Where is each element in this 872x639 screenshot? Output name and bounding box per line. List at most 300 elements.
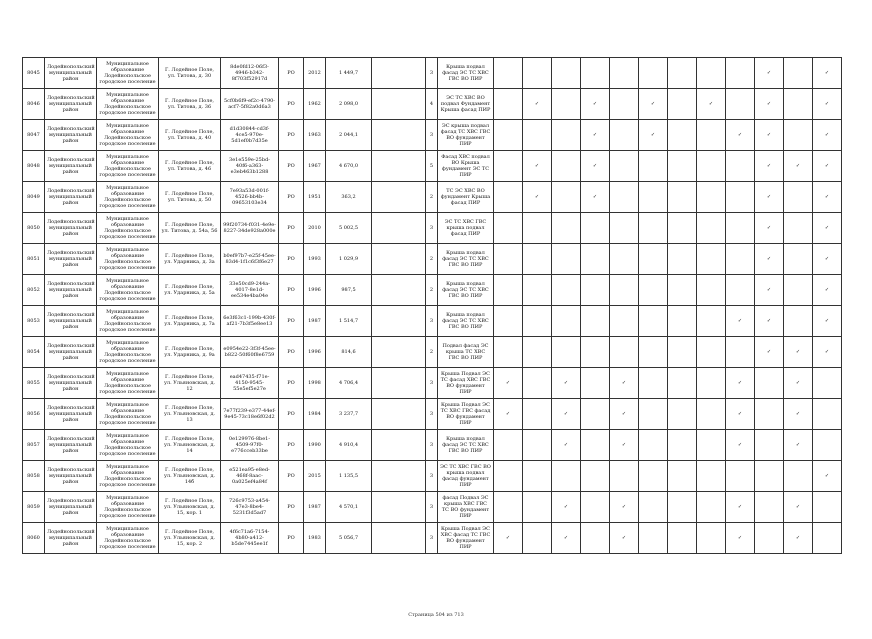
empty-work-cell xyxy=(697,213,726,244)
method-cell: РО xyxy=(279,337,304,368)
area-cell: 1 029,9 xyxy=(326,244,372,275)
floors-cell: 3 xyxy=(426,58,438,89)
area-cell: 814,6 xyxy=(326,337,372,368)
empty-work-cell xyxy=(784,275,813,306)
empty-work-cell xyxy=(639,461,668,492)
empty-work-cell xyxy=(581,213,610,244)
checkmark-icon: ✓ xyxy=(610,492,639,523)
settlement-cell: Муниципальное образование Лодейнопольское городское поселение xyxy=(97,306,159,337)
area-cell: 4 570,1 xyxy=(326,492,372,523)
table-row xyxy=(23,120,842,151)
year-cell: 2012 xyxy=(304,58,326,89)
empty-work-cell xyxy=(581,275,610,306)
checkmark-icon: ✓ xyxy=(755,89,784,120)
row-number: 8048 xyxy=(23,151,45,182)
checkmark-icon: ✓ xyxy=(494,523,523,554)
empty-work-cell xyxy=(697,120,726,151)
address-cell: Г. Лодейное Поле, ул. Ульяновская, д. 14 xyxy=(159,430,221,461)
empty-work-cell xyxy=(494,244,523,275)
checkmark-icon: ✓ xyxy=(494,368,523,399)
table-row xyxy=(23,89,842,120)
district-cell: Лодейнопольский муниципальный район xyxy=(45,244,97,275)
blank-cell xyxy=(372,492,426,523)
empty-work-cell xyxy=(523,492,552,523)
checkmark-icon: ✓ xyxy=(755,213,784,244)
settlement-cell: Муниципальное образование Лодейнопольское городское поселение xyxy=(97,58,159,89)
blank-cell xyxy=(372,151,426,182)
empty-work-cell xyxy=(668,213,697,244)
settlement-cell: Муниципальное образование Лодейнопольское городское поселение xyxy=(97,182,159,213)
table-row xyxy=(23,306,842,337)
works-cell: ЭС ТС ХВС ГВС ВО крыша подвал фасад фундамент ПИР xyxy=(438,461,494,492)
method-cell: РО xyxy=(279,151,304,182)
checkmark-icon: ✓ xyxy=(581,182,610,213)
address-cell: Г. Лодейное Поле, ул. Ударника, д. 7а xyxy=(159,306,221,337)
empty-work-cell xyxy=(494,275,523,306)
empty-work-cell xyxy=(726,461,755,492)
empty-work-cell xyxy=(697,337,726,368)
district-cell: Лодейнопольский муниципальный район xyxy=(45,461,97,492)
empty-work-cell xyxy=(697,182,726,213)
area-cell: 1 514,7 xyxy=(326,306,372,337)
blank-cell xyxy=(372,430,426,461)
district-cell: Лодейнопольский муниципальный район xyxy=(45,213,97,244)
checkmark-icon: ✓ xyxy=(697,89,726,120)
table-body xyxy=(23,58,842,554)
empty-work-cell xyxy=(639,523,668,554)
area-cell: 4 910,4 xyxy=(326,430,372,461)
checkmark-icon: ✓ xyxy=(552,368,581,399)
checkmark-icon: ✓ xyxy=(726,492,755,523)
checkmark-icon: ✓ xyxy=(610,368,639,399)
checkmark-icon: ✓ xyxy=(813,151,842,182)
year-cell: 1993 xyxy=(304,244,326,275)
empty-work-cell xyxy=(639,182,668,213)
checkmark-icon: ✓ xyxy=(813,244,842,275)
method-cell: РО xyxy=(279,461,304,492)
empty-work-cell xyxy=(639,399,668,430)
settlement-cell: Муниципальное образование Лодейнопольское городское поселение xyxy=(97,151,159,182)
guid-cell: 7e93a53d-001f-4526-bb4b-09653103e34 xyxy=(221,182,279,213)
empty-work-cell xyxy=(668,461,697,492)
year-cell: 2010 xyxy=(304,213,326,244)
empty-work-cell xyxy=(726,244,755,275)
empty-work-cell xyxy=(581,492,610,523)
empty-work-cell xyxy=(697,461,726,492)
empty-work-cell xyxy=(523,368,552,399)
floors-cell: 3 xyxy=(426,368,438,399)
row-number: 8046 xyxy=(23,89,45,120)
blank-cell xyxy=(372,275,426,306)
works-cell: Крыша подвал фасад ЭС ТС ХВС ГВС ВО ПИР xyxy=(438,306,494,337)
checkmark-icon: ✓ xyxy=(755,337,784,368)
empty-work-cell xyxy=(581,430,610,461)
empty-work-cell xyxy=(668,120,697,151)
guid-cell: 99f20734-f031-4e9e-8227-34de928a000e xyxy=(221,213,279,244)
empty-work-cell xyxy=(610,275,639,306)
checkmark-icon: ✓ xyxy=(813,120,842,151)
checkmark-icon: ✓ xyxy=(552,430,581,461)
empty-work-cell xyxy=(552,58,581,89)
empty-work-cell xyxy=(697,368,726,399)
empty-work-cell xyxy=(668,182,697,213)
empty-work-cell xyxy=(726,337,755,368)
empty-work-cell xyxy=(552,461,581,492)
empty-work-cell xyxy=(668,368,697,399)
settlement-cell: Муниципальное образование Лодейнопольское городское поселение xyxy=(97,120,159,151)
empty-work-cell xyxy=(697,399,726,430)
checkmark-icon: ✓ xyxy=(726,306,755,337)
guid-cell: e521ea95-e8ed-468f-8aac-0a025ef4a84f xyxy=(221,461,279,492)
empty-work-cell xyxy=(639,492,668,523)
checkmark-icon: ✓ xyxy=(639,120,668,151)
floors-cell: 3 xyxy=(426,492,438,523)
blank-cell xyxy=(372,120,426,151)
empty-work-cell xyxy=(581,244,610,275)
year-cell: 1967 xyxy=(304,151,326,182)
district-cell: Лодейнопольский муниципальный район xyxy=(45,523,97,554)
empty-work-cell xyxy=(523,244,552,275)
empty-work-cell xyxy=(494,58,523,89)
settlement-cell: Муниципальное образование Лодейнопольское городское поселение xyxy=(97,213,159,244)
blank-cell xyxy=(372,182,426,213)
empty-work-cell xyxy=(639,151,668,182)
empty-work-cell xyxy=(784,306,813,337)
empty-work-cell xyxy=(494,306,523,337)
checkmark-icon: ✓ xyxy=(581,151,610,182)
year-cell: 1951 xyxy=(304,182,326,213)
empty-work-cell xyxy=(668,337,697,368)
checkmark-icon: ✓ xyxy=(784,399,813,430)
checkmark-icon: ✓ xyxy=(784,368,813,399)
checkmark-icon: ✓ xyxy=(813,306,842,337)
empty-work-cell xyxy=(639,213,668,244)
checkmark-icon: ✓ xyxy=(784,430,813,461)
empty-work-cell xyxy=(697,492,726,523)
empty-work-cell xyxy=(494,151,523,182)
checkmark-icon: ✓ xyxy=(552,492,581,523)
guid-cell: 33e50cd9-244a-4017-8e1d-ee534e4ba04e xyxy=(221,275,279,306)
empty-work-cell xyxy=(784,244,813,275)
empty-work-cell xyxy=(523,58,552,89)
checkmark-icon: ✓ xyxy=(755,58,784,89)
empty-work-cell xyxy=(552,306,581,337)
floors-cell: 2 xyxy=(426,244,438,275)
blank-cell xyxy=(372,58,426,89)
address-cell: Г. Лодейное Поле, ул. Ульяновская, д. 15, кор. 1 xyxy=(159,492,221,523)
checkmark-icon: ✓ xyxy=(813,275,842,306)
works-cell: Крыша Подвал ЭС ТС ХВС ГВС фасад ВО фундамент ПИР xyxy=(438,399,494,430)
empty-work-cell xyxy=(784,461,813,492)
works-cell: Крыша подвал фасад ЭС ТС ХВС ГВС ВО ПИР xyxy=(438,430,494,461)
floors-cell: 2 xyxy=(426,275,438,306)
empty-work-cell xyxy=(639,306,668,337)
checkmark-icon: ✓ xyxy=(523,151,552,182)
empty-work-cell xyxy=(813,492,842,523)
blank-cell xyxy=(372,399,426,430)
blank-cell xyxy=(372,213,426,244)
row-number: 8055 xyxy=(23,368,45,399)
empty-work-cell xyxy=(494,213,523,244)
checkmark-icon: ✓ xyxy=(581,120,610,151)
empty-work-cell xyxy=(581,368,610,399)
empty-work-cell xyxy=(668,306,697,337)
empty-work-cell xyxy=(784,213,813,244)
checkmark-icon: ✓ xyxy=(726,430,755,461)
empty-work-cell xyxy=(552,213,581,244)
empty-work-cell xyxy=(581,306,610,337)
empty-work-cell xyxy=(726,89,755,120)
guid-cell: 0e129976-8be1-4509-97f0-e776cceb33be xyxy=(221,430,279,461)
year-cell: 1996 xyxy=(304,275,326,306)
year-cell: 1998 xyxy=(304,368,326,399)
checkmark-icon: ✓ xyxy=(639,89,668,120)
method-cell: РО xyxy=(279,89,304,120)
empty-work-cell xyxy=(697,306,726,337)
floors-cell: 3 xyxy=(426,120,438,151)
blank-cell xyxy=(372,244,426,275)
empty-work-cell xyxy=(668,523,697,554)
table-row xyxy=(23,337,842,368)
floors-cell: 3 xyxy=(426,399,438,430)
empty-work-cell xyxy=(494,182,523,213)
blank-cell xyxy=(372,461,426,492)
address-cell: Г. Лодейное Поле, ул. Ударника, д. 3а xyxy=(159,244,221,275)
empty-work-cell xyxy=(697,244,726,275)
empty-work-cell xyxy=(494,120,523,151)
guid-cell: 7e77f239-e377-44ef-9e45-73c18e6f02d2 xyxy=(221,399,279,430)
empty-work-cell xyxy=(755,399,784,430)
empty-work-cell xyxy=(755,492,784,523)
empty-work-cell xyxy=(813,368,842,399)
guid-cell: 3e1e559e-25bd-40f6-a363-e3eb463b1288 xyxy=(221,151,279,182)
works-cell: Подвал фасад ЭС крыша ТС ХВС ГВС ВО ПИР xyxy=(438,337,494,368)
table-row xyxy=(23,461,842,492)
method-cell: РО xyxy=(279,120,304,151)
address-cell: Г. Лодейное Поле, ул. Титова, д. 46 xyxy=(159,151,221,182)
row-number: 8054 xyxy=(23,337,45,368)
empty-work-cell xyxy=(494,461,523,492)
settlement-cell: Муниципальное образование Лодейнопольское городское поселение xyxy=(97,244,159,275)
empty-work-cell xyxy=(523,337,552,368)
empty-work-cell xyxy=(784,120,813,151)
settlement-cell: Муниципальное образование Лодейнопольское городское поселение xyxy=(97,89,159,120)
checkmark-icon: ✓ xyxy=(726,368,755,399)
table-row xyxy=(23,523,842,554)
district-cell: Лодейнопольский муниципальный район xyxy=(45,368,97,399)
method-cell: РО xyxy=(279,244,304,275)
method-cell: РО xyxy=(279,306,304,337)
settlement-cell: Муниципальное образование Лодейнопольское городское поселение xyxy=(97,461,159,492)
table-row xyxy=(23,275,842,306)
works-cell: ЭС крыша подвал фасад ТС ХВС ГВС ВО фундамент ПИР xyxy=(438,120,494,151)
works-cell: Крыша подвал фасад ЭС ТС ХВС ГВС ВО ПИР xyxy=(438,275,494,306)
method-cell: РО xyxy=(279,430,304,461)
guid-cell: e0954e22-3f3f-45ee-b822-50f60f8e6759 xyxy=(221,337,279,368)
table-row xyxy=(23,58,842,89)
floors-cell: 5 xyxy=(426,151,438,182)
address-cell: Г. Лодейное Поле, ул. Титова, д. 40 xyxy=(159,120,221,151)
empty-work-cell xyxy=(552,337,581,368)
empty-work-cell xyxy=(494,337,523,368)
empty-work-cell xyxy=(610,58,639,89)
empty-work-cell xyxy=(552,244,581,275)
blank-cell xyxy=(372,89,426,120)
floors-cell: 3 xyxy=(426,306,438,337)
empty-work-cell xyxy=(755,368,784,399)
guid-cell: d1d30844-cd3f-4ce5-970e-5d1ef0b7d35e xyxy=(221,120,279,151)
blank-cell xyxy=(372,368,426,399)
floors-cell: 4 xyxy=(426,89,438,120)
empty-work-cell xyxy=(697,58,726,89)
checkmark-icon: ✓ xyxy=(813,58,842,89)
empty-work-cell xyxy=(726,275,755,306)
empty-work-cell xyxy=(610,182,639,213)
empty-work-cell xyxy=(610,306,639,337)
checkmark-icon: ✓ xyxy=(523,182,552,213)
empty-work-cell xyxy=(755,523,784,554)
address-cell: Г. Лодейное Поле, ул. Ульяновская, д. 12 xyxy=(159,368,221,399)
year-cell: 1983 xyxy=(304,523,326,554)
empty-work-cell xyxy=(523,275,552,306)
blank-cell xyxy=(372,337,426,368)
works-cell: Фасад ХВС подвал ВО Крыша фундамент ЭС ТС ПИР xyxy=(438,151,494,182)
guid-cell: 726c9753-a454-47e3-8be4-5231f3d5ad7 xyxy=(221,492,279,523)
empty-work-cell xyxy=(784,182,813,213)
guid-cell: b0ef97b7-e25f-45ee-83d4-1f1c6f3f6e27 xyxy=(221,244,279,275)
empty-work-cell xyxy=(581,399,610,430)
table-row xyxy=(23,151,842,182)
guid-cell: 6e3f63c1-199b-430f-af21-7b3f5e8ee13 xyxy=(221,306,279,337)
checkmark-icon: ✓ xyxy=(523,89,552,120)
works-cell: Крыша Подвал ЭС ТС фасад ХВС ГВС ВО фундамент ПИР xyxy=(438,368,494,399)
works-cell: ТС ЭС ХВС ВО фундамент Крыша фасад ПИР xyxy=(438,182,494,213)
empty-work-cell xyxy=(755,430,784,461)
method-cell: РО xyxy=(279,213,304,244)
table-row xyxy=(23,213,842,244)
settlement-cell: Муниципальное образование Лодейнопольское городское поселение xyxy=(97,337,159,368)
area-cell: 4 670,0 xyxy=(326,151,372,182)
empty-work-cell xyxy=(523,461,552,492)
empty-work-cell xyxy=(668,430,697,461)
row-number: 8051 xyxy=(23,244,45,275)
works-cell: Крыша подвал фасад ЭС ТС ХВС ГВС ВО ПИР xyxy=(438,58,494,89)
checkmark-icon: ✓ xyxy=(813,182,842,213)
empty-work-cell xyxy=(668,244,697,275)
checkmark-icon: ✓ xyxy=(610,523,639,554)
blank-cell xyxy=(372,306,426,337)
empty-work-cell xyxy=(581,461,610,492)
method-cell: РО xyxy=(279,275,304,306)
housing-register-table xyxy=(22,57,842,554)
empty-work-cell xyxy=(639,58,668,89)
row-number: 8047 xyxy=(23,120,45,151)
district-cell: Лодейнопольский муниципальный район xyxy=(45,89,97,120)
floors-cell: 2 xyxy=(426,337,438,368)
checkmark-icon: ✓ xyxy=(726,399,755,430)
checkmark-icon: ✓ xyxy=(726,523,755,554)
guid-cell: 4f6c71a6-7154-4b80-a412-b5de7445ee1f xyxy=(221,523,279,554)
empty-work-cell xyxy=(813,523,842,554)
empty-work-cell xyxy=(668,151,697,182)
empty-work-cell xyxy=(784,89,813,120)
empty-work-cell xyxy=(523,213,552,244)
works-cell: Крыша Подвал ЭС ХВС фасад ТС ГВС ВО фундамент ПИР xyxy=(438,523,494,554)
method-cell: РО xyxy=(279,368,304,399)
empty-work-cell xyxy=(813,399,842,430)
empty-work-cell xyxy=(610,461,639,492)
area-cell: 3 237,7 xyxy=(326,399,372,430)
settlement-cell: Муниципальное образование Лодейнопольское городское поселение xyxy=(97,275,159,306)
method-cell: РО xyxy=(279,399,304,430)
empty-work-cell xyxy=(668,58,697,89)
empty-work-cell xyxy=(697,430,726,461)
checkmark-icon: ✓ xyxy=(755,275,784,306)
checkmark-icon: ✓ xyxy=(755,182,784,213)
empty-work-cell xyxy=(552,182,581,213)
checkmark-icon: ✓ xyxy=(552,523,581,554)
checkmark-icon: ✓ xyxy=(784,492,813,523)
district-cell: Лодейнопольский муниципальный район xyxy=(45,306,97,337)
guid-cell: ead47435-f71e-4150-9545-55e5ef5e27e xyxy=(221,368,279,399)
empty-work-cell xyxy=(639,368,668,399)
checkmark-icon: ✓ xyxy=(755,244,784,275)
checkmark-icon: ✓ xyxy=(784,337,813,368)
empty-work-cell xyxy=(552,89,581,120)
row-number: 8052 xyxy=(23,275,45,306)
checkmark-icon: ✓ xyxy=(784,523,813,554)
row-number: 8058 xyxy=(23,461,45,492)
empty-work-cell xyxy=(581,337,610,368)
works-cell: фасад Подвал ЭС крыша ХВС ГВС ТС ВО фундамент ПИР xyxy=(438,492,494,523)
row-number: 8050 xyxy=(23,213,45,244)
method-cell: РО xyxy=(279,492,304,523)
checkmark-icon: ✓ xyxy=(755,120,784,151)
checkmark-icon: ✓ xyxy=(813,461,842,492)
checkmark-icon: ✓ xyxy=(755,151,784,182)
empty-work-cell xyxy=(552,120,581,151)
year-cell: 1987 xyxy=(304,492,326,523)
area-cell: 5 056,7 xyxy=(326,523,372,554)
empty-work-cell xyxy=(668,89,697,120)
empty-work-cell xyxy=(755,461,784,492)
checkmark-icon: ✓ xyxy=(813,337,842,368)
empty-work-cell xyxy=(581,523,610,554)
empty-work-cell xyxy=(697,523,726,554)
empty-work-cell xyxy=(552,151,581,182)
row-number: 8060 xyxy=(23,523,45,554)
district-cell: Лодейнопольский муниципальный район xyxy=(45,58,97,89)
guid-cell: 5cf0b6f9-ef2c-4790-acf7-5f82a0d6a3 xyxy=(221,89,279,120)
empty-work-cell xyxy=(523,430,552,461)
checkmark-icon: ✓ xyxy=(755,306,784,337)
address-cell: Г. Лодейное Поле, ул. Ульяновская, д. 14б xyxy=(159,461,221,492)
table-row xyxy=(23,182,842,213)
method-cell: РО xyxy=(279,58,304,89)
method-cell: РО xyxy=(279,523,304,554)
checkmark-icon: ✓ xyxy=(610,399,639,430)
address-cell: Г. Лодейное Поле, ул. Ударника, д. 9а xyxy=(159,337,221,368)
year-cell: 1987 xyxy=(304,306,326,337)
district-cell: Лодейнопольский муниципальный район xyxy=(45,492,97,523)
works-cell: ЭС ТС ХВС ВО подвал Фундамент Крыша фасад ПИР xyxy=(438,89,494,120)
address-cell: Г. Лодейное Поле, ул. Титова, д. 54а, 56 xyxy=(159,213,221,244)
year-cell: 1984 xyxy=(304,399,326,430)
checkmark-icon: ✓ xyxy=(494,399,523,430)
settlement-cell: Муниципальное образование Лодейнопольское городское поселение xyxy=(97,430,159,461)
address-cell: Г. Лодейное Поле, ул. Ударника, д. 5а xyxy=(159,275,221,306)
area-cell: 2 044,1 xyxy=(326,120,372,151)
